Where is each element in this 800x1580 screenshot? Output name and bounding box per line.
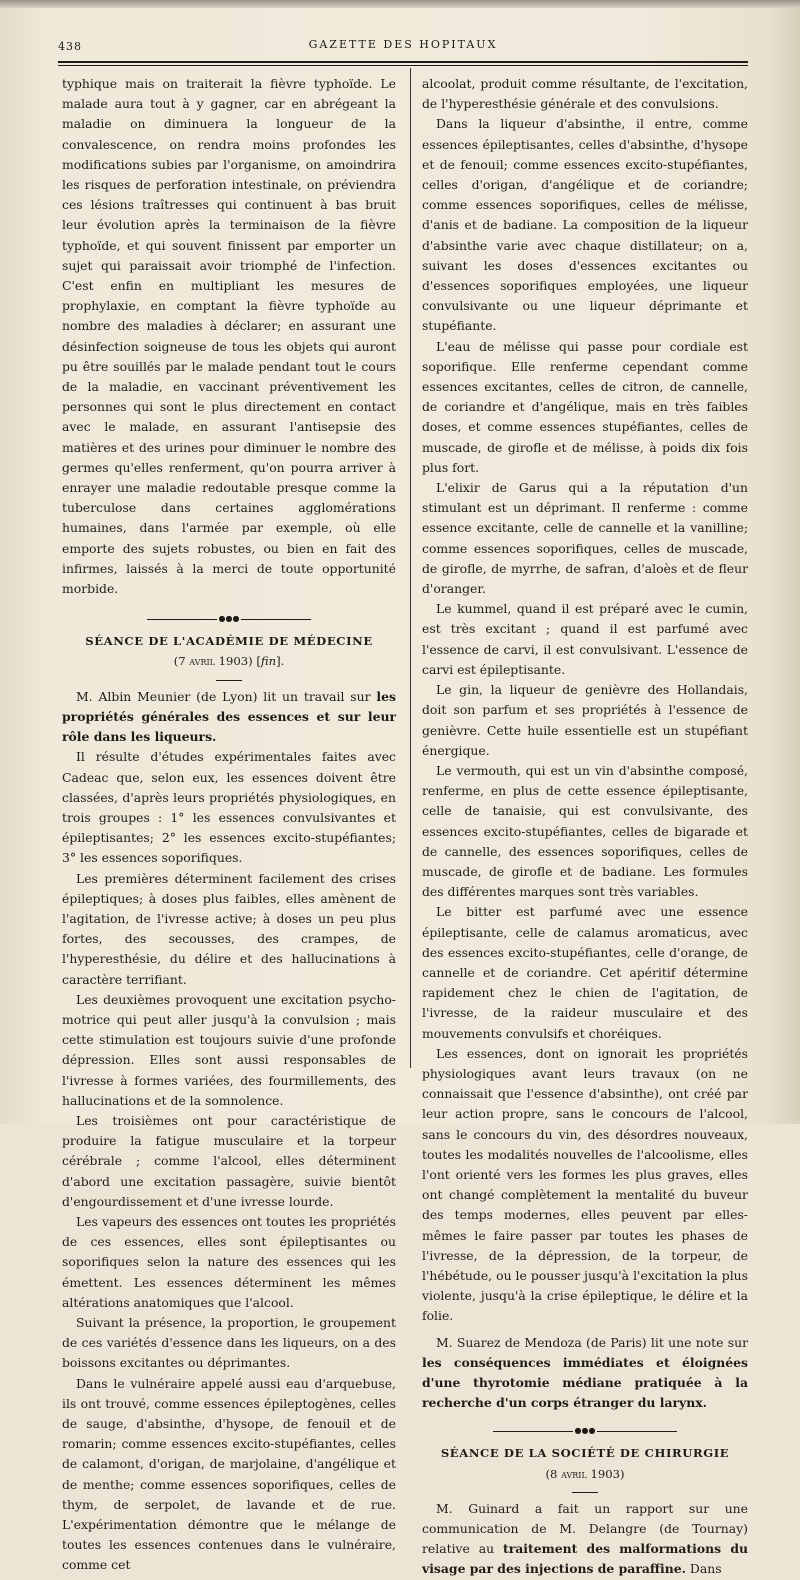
paragraph: Le gin, la liqueur de genièvre des Hollandais, doit son parfum et ses propriétés à l'essence de genièvre. Cette huile essentielle est un stupéfiant énergique. — [422, 682, 748, 758]
page-top-edge — [0, 0, 800, 8]
paragraph: Dans le vulnéraire appelé aussi eau d'arquebuse, ils ont trouvé, comme essences épileptogènes, celles de sauge, d'absinthe, d'hysope, de fenouil et de romarin; comme essences excito-stupéfiantes, celles de calamont, d'origan, de marjolaine, d'angélique et de menthe; comme essences soporifiques, celles de thym, de serpolet, de lavande et de rue. L'expérimentation démontre que le mélange de toutes les essences contenues dans le vulnéraire, comme cet — [62, 1375, 396, 1573]
paragraph: Les essences, dont on ignorait les propriétés physiologiques avant leurs travaux (on ne connaissait que l'essence d'absinthe), ont créé par leur action propre, sans le concours de l'alcool, sans le concours du vin, des désordres nouveaux, toutes les modalités nouvelles de l'alcoolisme, elles l'ont orienté vers les formes les plus graves, elles ont changé complètement la mentalité du buveur des temps modernes, elles peuvent par elles-mêmes le faire passer par toutes les phases de l'ivresse, de la dépression, de la torpeur, de l'hébétude, ou le pousser jusqu'à l'excitation la plus violente, jusqu'à la crise épileptique, le délire et la folie. — [422, 1045, 748, 1324]
paragraph: Les premières déterminent facilement des crises épileptiques; à doses plus faibles, elles amènent de l'agitation, de l'ivresse active; à doses un peu plus fortes, des secousses, des crampes, de l'hyperesthésie, du délire et des hallucinations à caractère terrifiant. — [62, 870, 396, 987]
right-column — [422, 74, 748, 1580]
short-rule — [216, 680, 242, 681]
section-date: (8 avril 1903) — [545, 1466, 625, 1481]
header-rule-thin — [58, 65, 748, 66]
paragraph: Le vermouth, qui est un vin d'absinthe composé, renferme, en plus de cette essence épileptisante, celle de tanaisie, qui est convulsivante, des essences excito-stupéfiantes, celles de bigarade et de cannelle, des essences soporifiques, celles de muscade, de girofle et de badiane. Les formules des différentes marques sont très variables. — [422, 762, 748, 900]
paragraph: M. Guinard a fait un rapport sur une communication de M. Delangre (de Tournay) relative au traitement des malformations du visage par des injections de paraffine. Dans — [422, 1500, 748, 1577]
left-column — [62, 74, 396, 1576]
paragraph: Les troisièmes ont pour caractéristique de produire la fatigue musculaire et la torpeur cérébrale ; comme l'alcool, elles déterminent d'abord une excitation passagère, suivie bientôt d'engourdissement et d'une ivresse lourde. — [62, 1112, 396, 1209]
paragraph: L'elixir de Garus qui a la réputation d'un stimulant est un déprimant. Il renferme : comme essence excitante, celle de cannelle et la vanilline; comme essences soporifiques, celles de muscade, de girofle, de myrrhe, de safran, d'aloès et de fleur d'oranger. — [422, 480, 748, 597]
paragraph: Le bitter est parfumé avec une essence épileptisante, celle de calamus aromaticus, avec des essences excito-stupéfiantes, celle d'orange, de cannelle et de coriandre. Cet apéritif détermine rapidement chez le chien de l'agitation, de l'ivresse, de la raideur musculaire et des mouvements convulsifs et choréiques. — [422, 904, 748, 1041]
paragraph: Les deuxièmes provoquent une excitation psycho-motrice qui peut aller jusqu'à la convulsion ; mais cette stimulation est toujours suivie d'une profonde dépression. Elles sont aussi responsables de l'ivresse à formes variées, des fourmillements, des hallucinations et de la somnolence. — [62, 991, 396, 1108]
section-date: (7 avril 1903) [fin]. — [173, 654, 285, 669]
paragraph: alcoolat, produit comme résultante, de l'excitation, de l'hyperesthésie générale et des convulsions. — [422, 76, 748, 112]
paragraph: Il résulte d'études expérimentales faites avec Cadeac que, selon eux, les essences doivent être classées, d'après leurs propriétés physiologiques, en trois groupes : 1° les essences convulsivantes et épileptisantes; 2° les essences excito-stupéfiantes; 3° les essences soporifiques. — [62, 749, 396, 866]
paragraph: M. Albin Meunier (de Lyon) lit un travail sur les propriétés générales des essences et sur leur rôle dans les liqueurs. — [62, 688, 396, 745]
paragraph: Dans la liqueur d'absinthe, il entre, comme essences épileptisantes, celles d'absinthe, d'hysope et de fenouil; comme essences excito-stupéfiantes, celles d'origan, d'angélique et de coriandre; comme essences soporifiques, celles de mélisse, d'anis et de badiane. La composition de la liqueur d'absinthe varie avec chaque distillateur; on a, suivant les doses d'essences excitantes ou d'essences soporifiques employées, une liqueur convulsivante ou une liqueur déprimante et stupéfiante. — [422, 116, 748, 334]
column-divider — [410, 68, 411, 1068]
paragraph: Le kummel, quand il est préparé avec le cumin, est très excitant ; quand il est parfumé avec l'essence de carvi, il est convulsivant. L'essence de carvi est épileptisante. — [422, 601, 748, 677]
paragraph: M. Suarez de Mendoza (de Paris) lit une note sur les conséquences immédiates et éloignées d'une thyrotomie médiane pratiquée à la recherche d'un corps étranger du larynx. — [422, 1334, 748, 1411]
section-ornament: ●●● — [62, 609, 396, 629]
section-heading-chirurgie: SÉANCE DE LA SOCIÉTÉ DE CHIRURGIE — [440, 1446, 730, 1461]
header-rule-thick — [58, 61, 748, 63]
paragraph: Suivant la présence, la proportion, le groupement de ces variétés d'essence dans les liqueurs, on a des boissons excitantes ou déprimantes. — [62, 1314, 396, 1371]
journal-title: GAZETTE DES HOPITAUX — [308, 38, 498, 51]
section-ornament: ●●● — [422, 1421, 748, 1441]
page-header — [58, 38, 748, 58]
page-number: 438 — [58, 40, 82, 53]
paragraph: typhique mais on traiterait la fièvre typhoïde. Le malade aura tout à y gagner, car en abrégeant la maladie on diminuera la longueur de la convalescence, on rendra moins profondes les modifications subies par l'organisme, on amoindrira les risques de perforation intestinale, on préviendra ces lésions traîtresses qui continuent à bas bruit leur évolution après la terminaison de la fièvre typhoïde, et qui souvent finissent par emporter un sujet qui paraissait avoir triomphé de l'infection. C'est enfin en multipliant les mesures de prophylaxie, en comptant la fièvre typhoïde au nombre des maladies à déclarer; en assurant une désinfection soigneuse de tous les objets qui auront pu être souillés par le malade pendant tout le cours de la maladie, en vaccinant préventivement les personnes qui sont le plus directement en contact avec le malade, en assurant l'antisepsie des matières et des urines pour diminuer le nombre des germes qu'elles renferment, qu'on pourra arriver à enrayer une maladie redoutable presque comme la tuberculose dans certaines agglomérations humaines, dans l'armée par exemple, où elle emporte des sujets robustes, ou bien en fait des infirmes, laissés à la merci de toute opportunité morbide. — [62, 76, 396, 597]
section-heading-academie: SÉANCE DE L'ACADÉMIE DE MÉDECINE — [85, 634, 373, 649]
short-rule — [572, 1492, 598, 1493]
paragraph: L'eau de mélisse qui passe pour cordiale est soporifique. Elle renferme cependant comme essences excitantes, celles de citron, de cannelle, de coriandre et d'angélique, mais en très faibles doses, et comme essences stupéfiantes, celles de muscade, de girofle et de mélisse, à poids dix fois plus fort. — [422, 338, 748, 475]
paragraph: Les vapeurs des essences ont toutes les propriétés de ces essences, elles sont épileptisantes ou soporifiques selon la nature des essences qui les émettent. Les essences déterminent les mêmes altérations anatomiques que l'alcool. — [62, 1213, 396, 1310]
